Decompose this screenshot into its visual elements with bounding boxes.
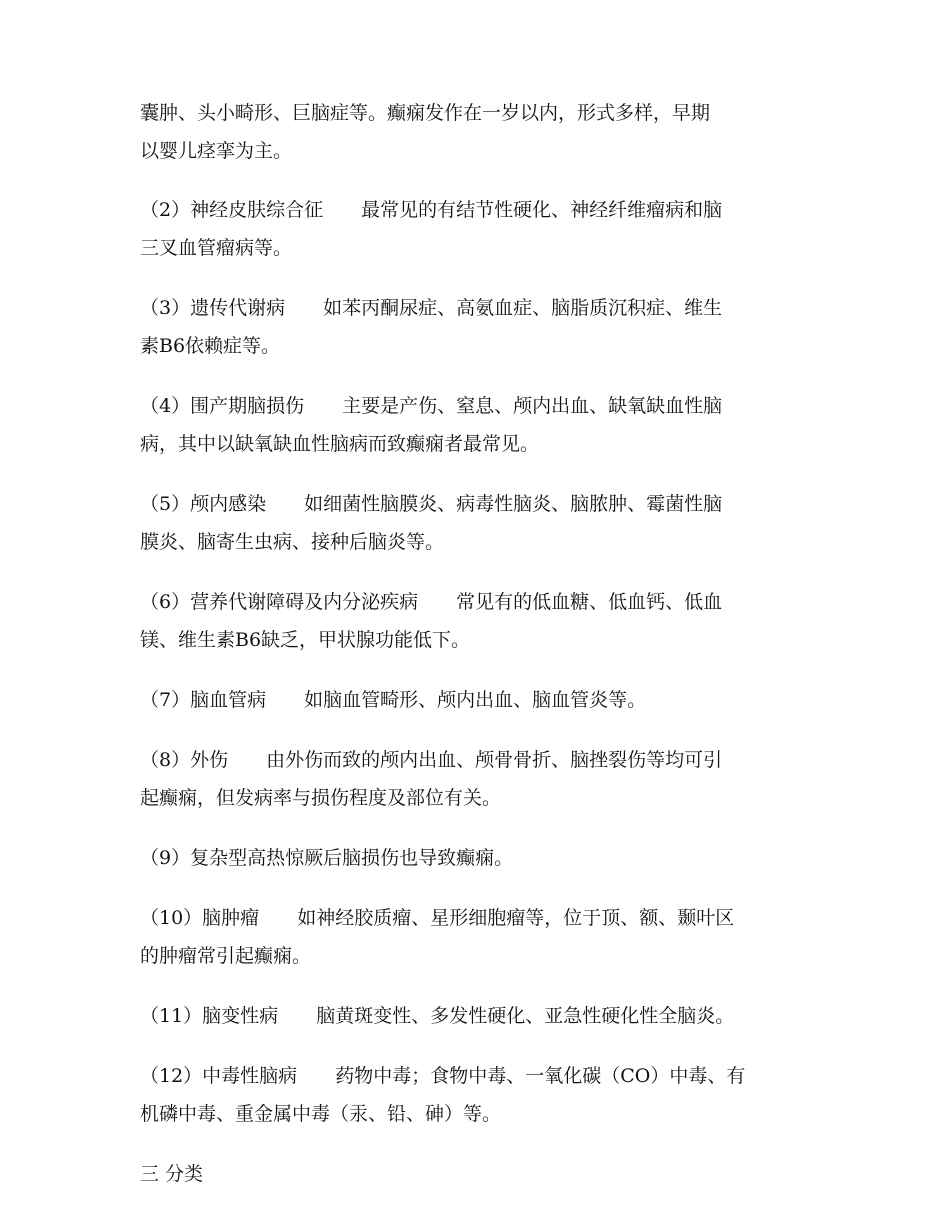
cause-text-line: 如细菌性脑膜炎、病毒性脑炎、脑脓肿、霉菌性脑: [304, 493, 723, 515]
cause-item-9: [140, 839, 810, 877]
intro-line-2: 以婴儿痉挛为主。: [140, 140, 293, 162]
cause-label: （8）外伤: [140, 749, 229, 771]
cause-item-6: [140, 583, 810, 659]
cause-text-line: 的肿瘤常引起癫痫。: [140, 945, 312, 967]
cause-label: （3）遗传代谢病: [140, 297, 286, 319]
cause-item-5: [140, 485, 810, 561]
cause-text-line: 素B6依赖症等。: [140, 335, 281, 357]
cause-text-line: 主要是产伤、窒息、颅内出血、缺氧缺血性脑: [342, 395, 723, 417]
cause-text-line: 最常见的有结节性硬化、神经纤维瘤病和脑: [361, 199, 723, 221]
cause-text-line: 常见有的低血糖、低血钙、低血: [456, 591, 723, 613]
cause-label: （12）中毒性脑病: [140, 1065, 298, 1087]
cause-text-line: 药物中毒；食物中毒、一氧化碳（CO）中毒、有: [335, 1065, 746, 1087]
cause-item-12: [140, 1057, 810, 1133]
cause-label: （7）脑血管病: [140, 689, 267, 711]
intro-paragraph: [140, 94, 810, 170]
document-body: [140, 94, 810, 1193]
cause-item-2: [140, 191, 810, 267]
intro-line-1: 囊肿、头小畸形、巨脑症等。癫痫发作在一岁以内，形式多样，早期: [140, 102, 711, 124]
cause-item-11: [140, 997, 810, 1035]
cause-item-10: [140, 899, 810, 975]
cause-text-line: 镁、维生素B6缺乏，甲状腺功能低下。: [140, 629, 471, 651]
cause-item-8: [140, 741, 810, 817]
cause-label: （10）脑肿瘤: [140, 907, 260, 929]
cause-item-4: [140, 387, 810, 463]
cause-text-line: 起癫痫，但发病率与损伤程度及部位有关。: [140, 787, 502, 809]
cause-item-3: [140, 289, 810, 365]
cause-label: （4）围产期脑损伤: [140, 395, 305, 417]
cause-text-line: 三叉血管瘤病等。: [140, 237, 293, 259]
cause-label: （11）脑变性病: [140, 1005, 279, 1027]
cause-label: （2）神经皮肤综合征: [140, 199, 324, 221]
cause-item-7: [140, 681, 810, 719]
cause-text-line: 病，其中以缺氧缺血性脑病而致癫痫者最常见。: [140, 433, 540, 455]
cause-text-line: 如苯丙酮尿症、高氨血症、脑脂质沉积症、维生: [323, 297, 723, 319]
cause-label: （6）营养代谢障碍及内分泌疾病: [140, 591, 419, 613]
cause-label: （5）颅内感染: [140, 493, 267, 515]
cause-label: （9）复杂型高热惊厥后脑损伤也导致癫痫。: [140, 847, 514, 869]
cause-text-line: 如神经胶质瘤、星形细胞瘤等，位于顶、额、颞叶区: [297, 907, 735, 929]
cause-text-line: 脑黄斑变性、多发性硬化、亚急性硬化性全脑炎。: [316, 1005, 735, 1027]
section-heading: 三 分类: [140, 1163, 204, 1185]
cause-text-line: 如脑血管畸形、颅内出血、脑血管炎等。: [304, 689, 647, 711]
cause-text-line: 机磷中毒、重金属中毒（汞、铅、砷）等。: [140, 1103, 502, 1125]
cause-text-line: 由外伤而致的颅内出血、颅骨骨折、脑挫裂伤等均可引: [266, 749, 723, 771]
cause-text-line: 膜炎、脑寄生虫病、接种后脑炎等。: [140, 531, 445, 553]
